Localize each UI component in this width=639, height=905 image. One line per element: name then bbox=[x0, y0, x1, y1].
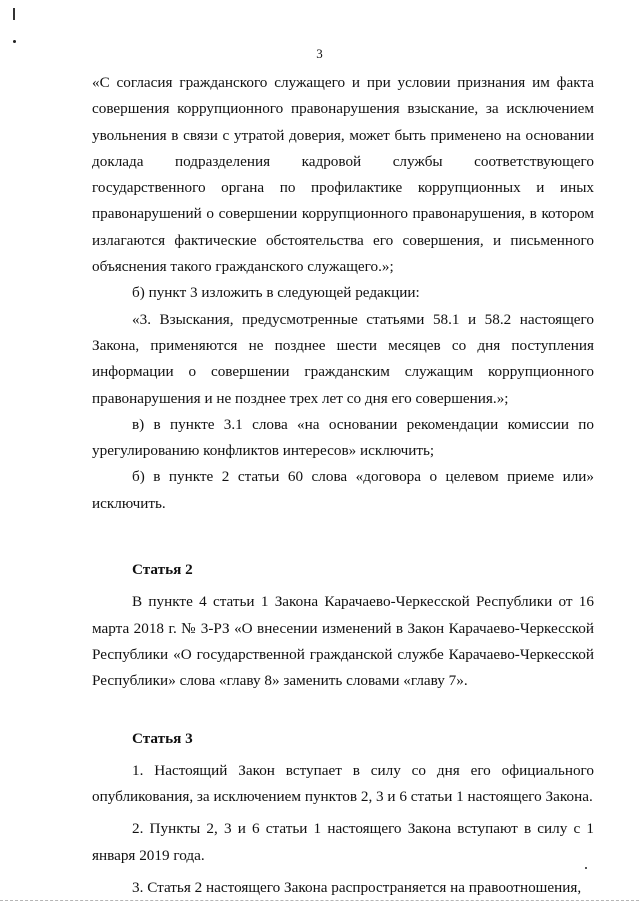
paragraph: б) пункт 3 изложить в следующей редакции: bbox=[132, 284, 420, 302]
scan-edge bbox=[0, 900, 639, 901]
paragraph: 3. Статья 2 настоящего Закона распространяется на правоотношения, bbox=[132, 879, 582, 897]
article-heading: Статья 3 bbox=[132, 729, 193, 747]
paragraph: 1. Настоящий Закон вступает в силу со дня его официального опубликования, за исключением пунктов 2, 3 и 6 статьи 1 настоящего Закона. bbox=[92, 761, 594, 806]
paragraph: «С согласия гражданского служащего и при условии признания им факта совершения коррупционного правонарушения взыскание, за исключением увольнения в связи с утратой доверия, может быть применено на основании доклада подразделения кадровой службы соответствующего государственного органа по профилактике коррупционных и иных правонарушений о совершении коррупционного правонарушения, в котором излагаются фактические обстоятельства его совершения, и письменного объяснения такого гражданского служащего.»; bbox=[92, 74, 594, 276]
paragraph: В пункте 4 статьи 1 Закона Карачаево-Черкесской Республики от 16 марта 2018 г. № 3-РЗ «О внесении изменений в Закон Карачаево-Черкесской Республики «О государственной гражданской службе Карачаево-Черкесской Республики» слова «главу 8» заменить словами «главу 7». bbox=[92, 593, 594, 690]
page-number: 3 bbox=[316, 46, 323, 61]
scan-mark bbox=[13, 8, 15, 20]
scan-dot bbox=[585, 867, 587, 869]
scan-dot bbox=[13, 40, 16, 43]
paragraph: б) в пункте 2 статьи 60 слова «договора о целевом приеме или» исключить. bbox=[92, 468, 594, 512]
paragraph: «3. Взыскания, предусмотренные статьями 58.1 и 58.2 настоящего Закона, применяются не позднее шести месяцев со дня поступления информации о совершении гражданским служащим коррупционного правонарушения и не позднее трех лет со дня его совершения.»; bbox=[92, 310, 594, 407]
document-body bbox=[92, 70, 594, 901]
article-heading: Статья 2 bbox=[132, 561, 193, 579]
paragraph: в) в пункте 3.1 слова «на основании рекомендации комиссии по урегулированию конфликтов интересов» исключить; bbox=[92, 415, 594, 460]
paragraph: 2. Пункты 2, 3 и 6 статьи 1 настоящего Закона вступают в силу с 1 января 2019 года. bbox=[92, 820, 594, 864]
